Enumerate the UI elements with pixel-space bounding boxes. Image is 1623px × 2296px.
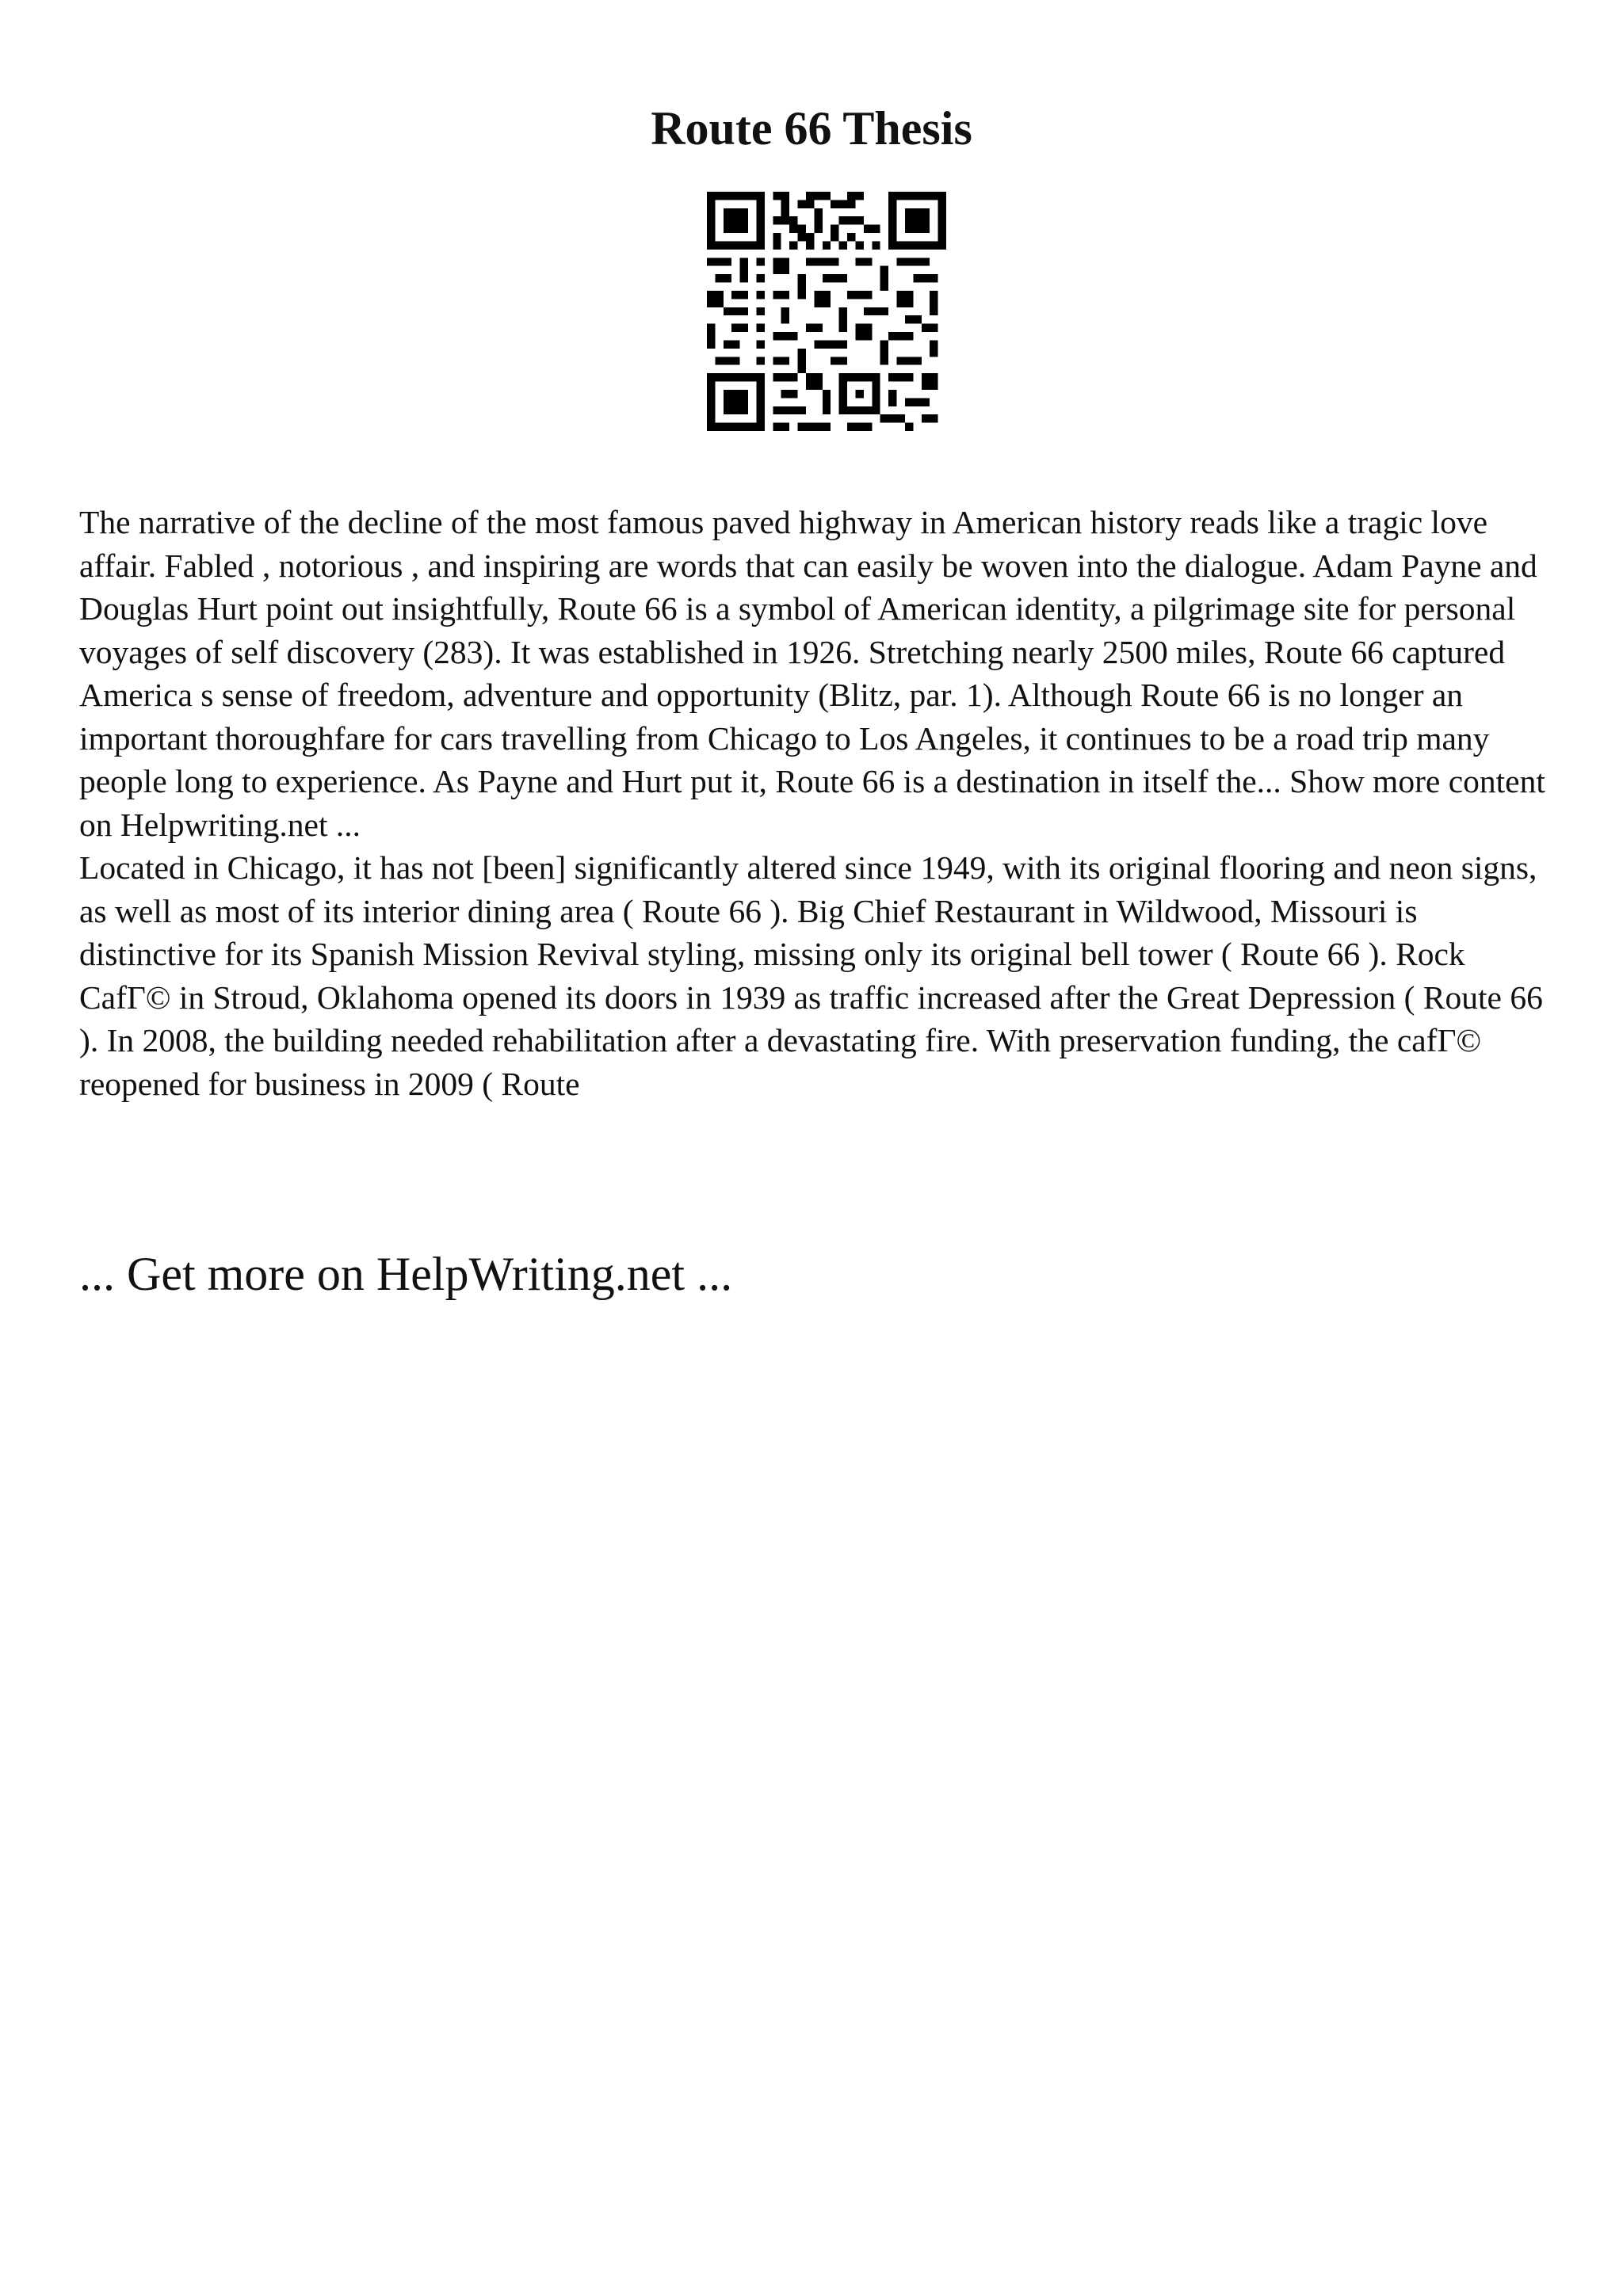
qr-code-icon	[707, 192, 946, 431]
page-title: Route 66 Thesis	[651, 102, 972, 154]
paragraph-2: Located in Chicago, it has not [been] significantly altered since 1949, with its original flooring and neon signs, as well as most of its interior dining area ( Route 66 ). Big Chief Restaurant in Wildwood, Missouri is distinctive for its Spanish Mission Revival styling, missing only its original bell tower ( Route 66 ). Rock CafГ© in Stroud, Oklahoma opened its doors in 1939 as traffic increased after the Great Depression ( Route 66 ). In 2008, the building needed rehabilitation after a devastating fire. With preservation funding, the cafГ© reopened for business in 2009 ( Route	[79, 849, 1543, 1102]
get-more-link[interactable]: ... Get more on HelpWriting.net ...	[79, 1248, 733, 1300]
document-body	[79, 501, 1553, 1105]
paragraph-1: The narrative of the decline of the most famous paved highway in American history reads like a tragic love affair. Fabled , notorious , and inspiring are words that can easily be woven into the dialogue. Adam Payne and Douglas Hurt point out insightfully, Route 66 is a symbol of American identity, a pilgrimage site for personal voyages of self discovery (283). It was established in 1926. Stretching nearly 2500 miles, Route 66 captured America s sense of freedom, adventure and opportunity (Blitz, par. 1). Although Route 66 is no longer an important thoroughfare for cars travelling from Chicago to Los Angeles, it continues to be a road trip many people long to experience. As Payne and Hurt put it, Route 66 is a destination in itself the... Show more content on Helpwriting.net ...	[79, 504, 1545, 843]
